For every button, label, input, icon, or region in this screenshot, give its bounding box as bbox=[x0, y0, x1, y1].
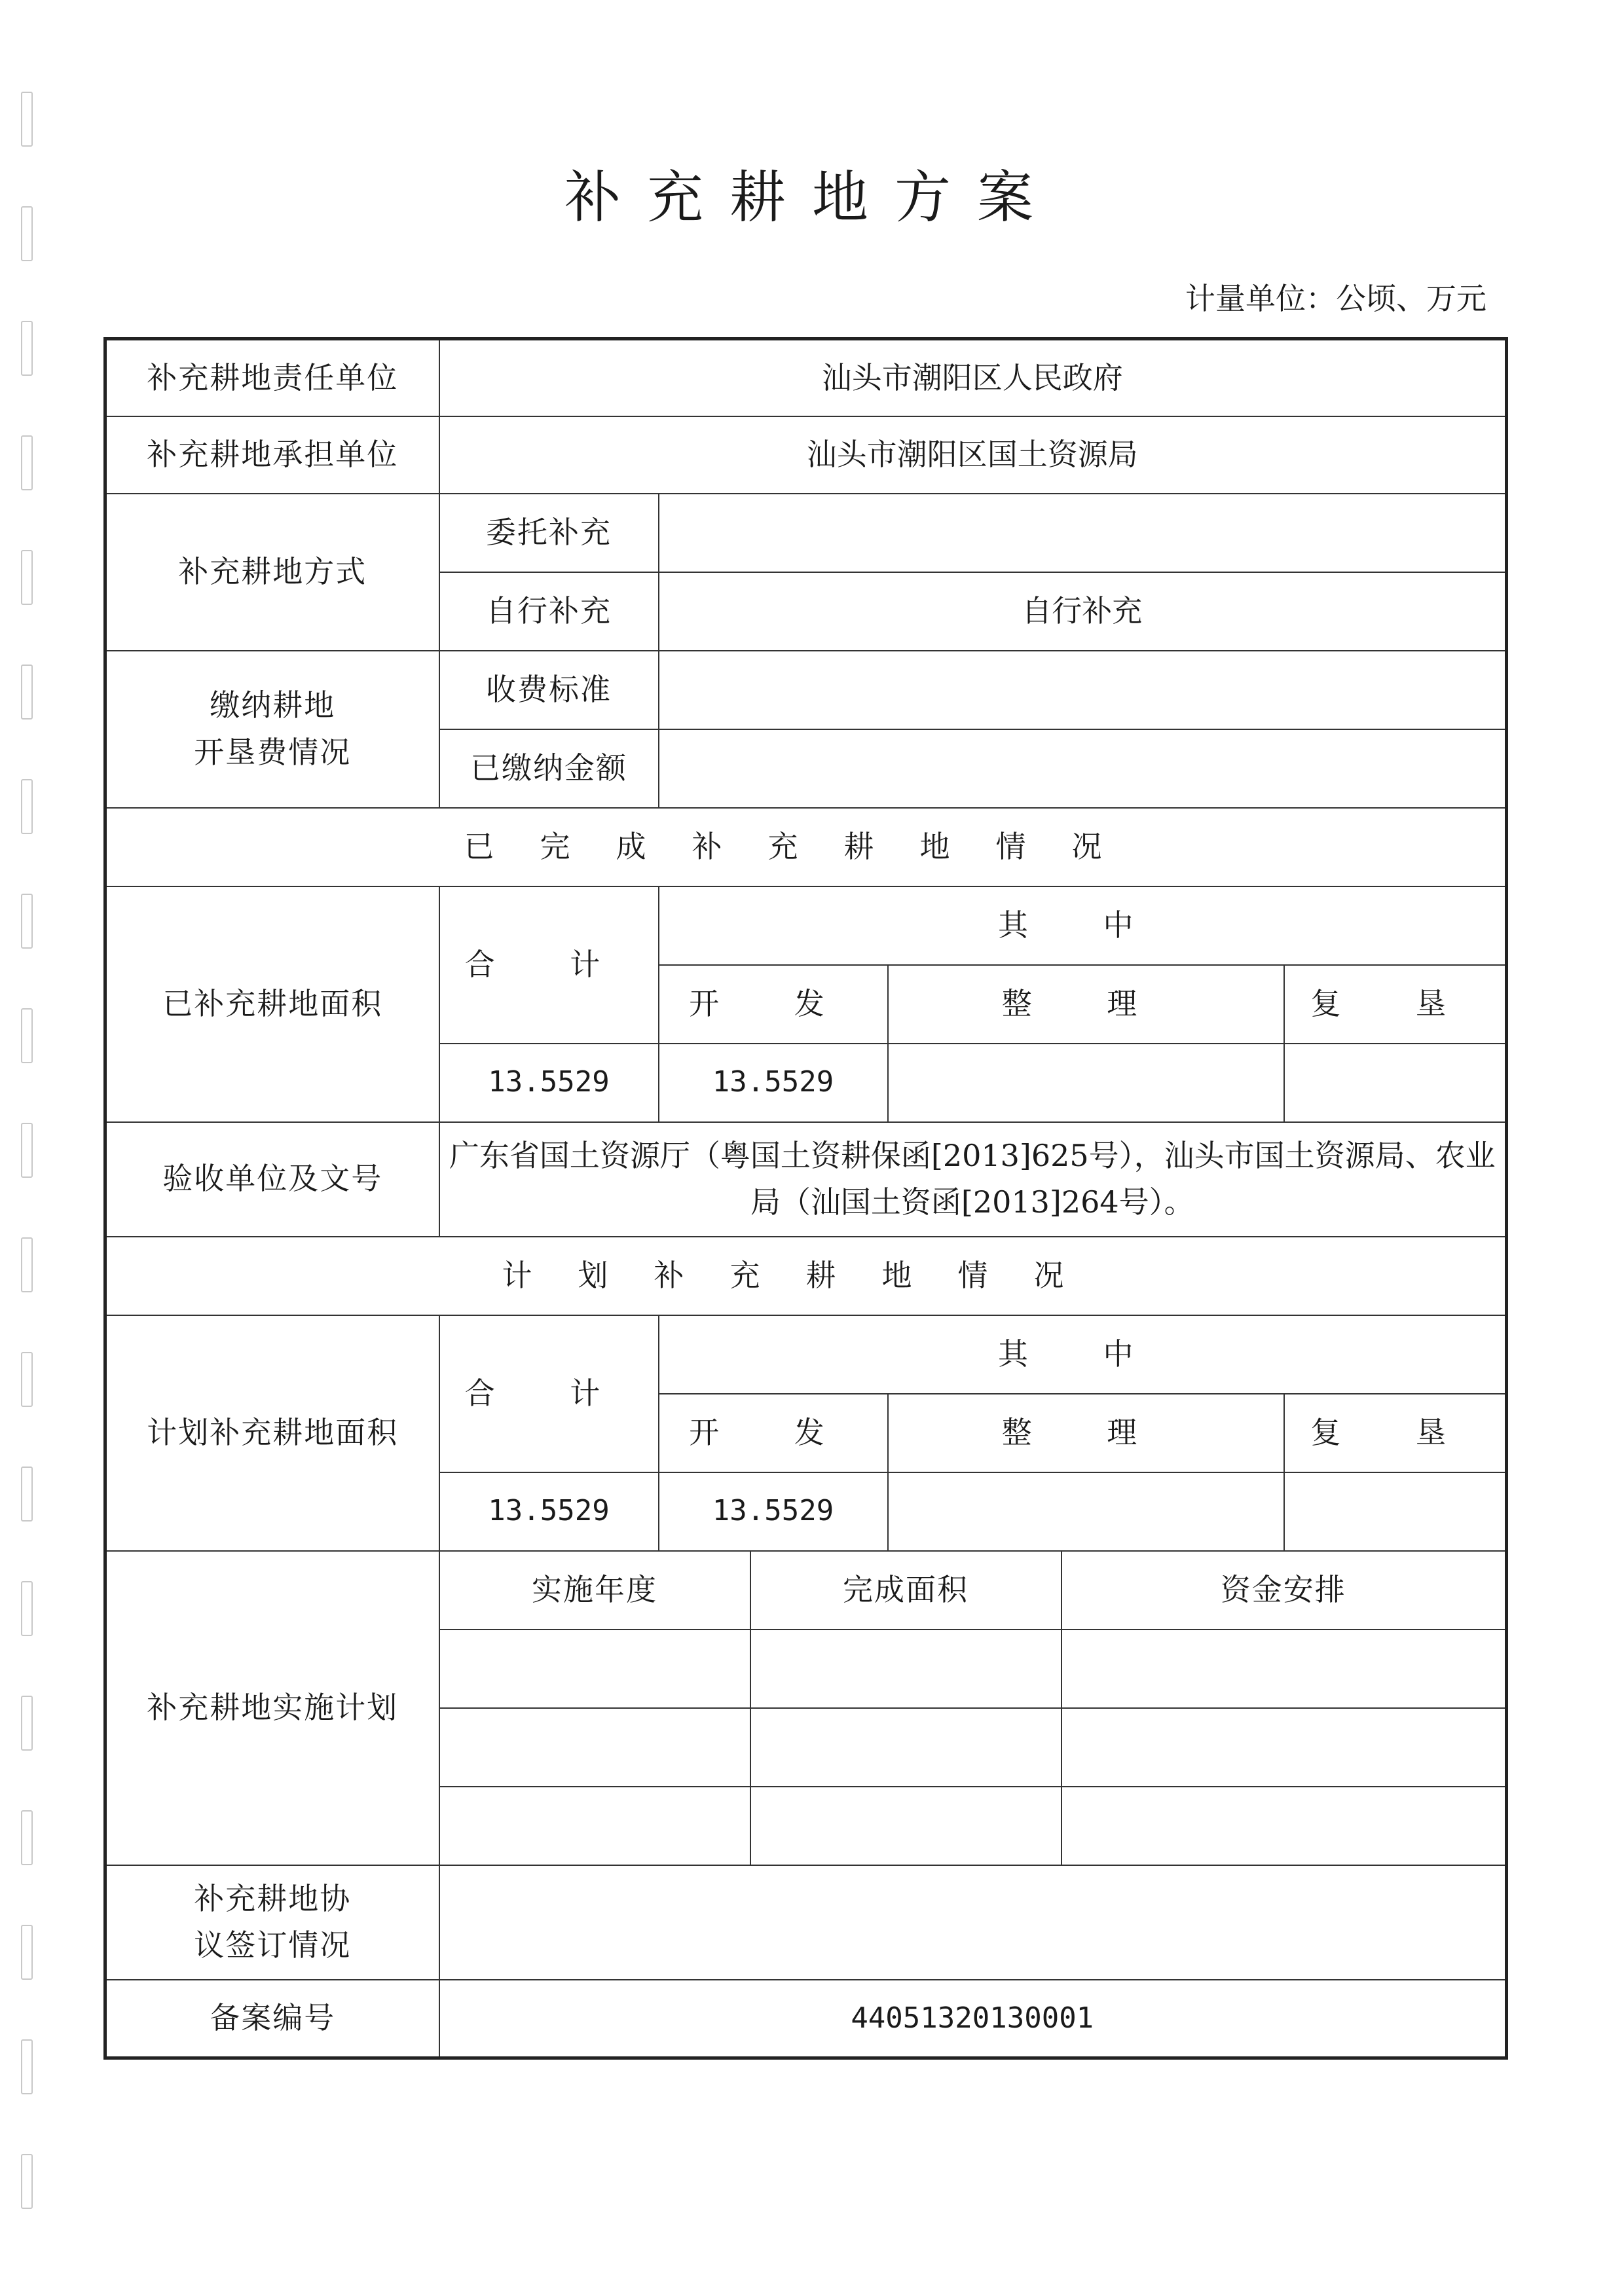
binding-hole bbox=[21, 1581, 33, 1636]
row-completed-section bbox=[105, 808, 1507, 886]
implementation-funds-cell bbox=[1061, 1708, 1507, 1787]
binding-hole bbox=[21, 1467, 33, 1522]
binding-hole bbox=[21, 92, 33, 147]
completed-develop-label: 开 发 bbox=[659, 965, 888, 1044]
row-undertaking-unit bbox=[105, 416, 1507, 494]
completed-reclaim-label: 复 垦 bbox=[1284, 965, 1507, 1044]
row-planned-section bbox=[105, 1237, 1507, 1315]
binding-hole bbox=[21, 1696, 33, 1751]
implementation-year-cell bbox=[439, 1630, 750, 1708]
implementation-year-cell bbox=[439, 1708, 750, 1787]
completed-consolidate-label: 整 理 bbox=[888, 965, 1284, 1044]
row-responsible-unit bbox=[105, 339, 1507, 416]
implementation-funds-cell bbox=[1061, 1630, 1507, 1708]
agreement-label-line1: 补充耕地协 bbox=[194, 1880, 352, 1916]
row-implementation-header bbox=[105, 1551, 1507, 1630]
completed-consolidate-value bbox=[888, 1044, 1284, 1122]
planned-reclaim-label: 复 垦 bbox=[1284, 1394, 1507, 1472]
agreement-label-line2: 议签订情况 bbox=[194, 1927, 352, 1963]
implementation-col-area: 完成面积 bbox=[750, 1551, 1061, 1630]
implementation-label: 补充耕地实施计划 bbox=[105, 1551, 439, 1865]
row-acceptance bbox=[105, 1122, 1507, 1237]
binding-hole bbox=[21, 1352, 33, 1407]
row-planned-header-1 bbox=[105, 1315, 1507, 1394]
implementation-col-year: 实施年度 bbox=[439, 1551, 750, 1630]
binding-hole bbox=[21, 1123, 33, 1178]
fee-label bbox=[105, 651, 439, 808]
acceptance-label: 验收单位及文号 bbox=[105, 1122, 439, 1237]
planned-develop-label: 开 发 bbox=[659, 1394, 888, 1472]
method-entrusted-value bbox=[659, 494, 1507, 572]
binding-holes bbox=[17, 92, 39, 2252]
planned-total-label: 合 计 bbox=[439, 1315, 659, 1472]
implementation-funds-cell bbox=[1061, 1787, 1507, 1865]
planned-area-label: 计划补充耕地面积 bbox=[105, 1315, 439, 1551]
planned-consolidate-value bbox=[888, 1472, 1284, 1551]
row-method-entrusted bbox=[105, 494, 1507, 572]
undertaking-unit-value: 汕头市潮阳区国土资源局 bbox=[439, 416, 1507, 494]
planned-of-which-label: 其 中 bbox=[659, 1315, 1507, 1394]
completed-section-heading: 已完成补充耕地情况 bbox=[105, 808, 1507, 886]
fee-paid-label: 已缴纳金额 bbox=[439, 729, 659, 808]
binding-hole bbox=[21, 2154, 33, 2209]
row-agreement bbox=[105, 1865, 1507, 1980]
agreement-label bbox=[105, 1865, 439, 1980]
record-no-label: 备案编号 bbox=[105, 1980, 439, 2058]
completed-total-value: 13.5529 bbox=[439, 1044, 659, 1122]
binding-hole bbox=[21, 435, 33, 490]
completed-area-label: 已补充耕地面积 bbox=[105, 886, 439, 1122]
completed-develop-value: 13.5529 bbox=[659, 1044, 888, 1122]
binding-hole bbox=[21, 1008, 33, 1063]
method-self-label: 自行补充 bbox=[439, 572, 659, 651]
binding-hole bbox=[21, 321, 33, 376]
implementation-col-funds: 资金安排 bbox=[1061, 1551, 1507, 1630]
binding-hole bbox=[21, 1810, 33, 1865]
unit-label: 计量单位：公顷、万元 bbox=[1185, 281, 1486, 316]
planned-develop-value: 13.5529 bbox=[659, 1472, 888, 1551]
planned-reclaim-value bbox=[1284, 1472, 1507, 1551]
row-completed-header-1 bbox=[105, 886, 1507, 965]
row-fee-standard bbox=[105, 651, 1507, 729]
implementation-year-cell bbox=[439, 1787, 750, 1865]
method-self-value: 自行补充 bbox=[659, 572, 1507, 651]
binding-hole bbox=[21, 779, 33, 834]
completed-of-which-label: 其 中 bbox=[659, 886, 1507, 965]
binding-hole bbox=[21, 1237, 33, 1292]
responsible-unit-value: 汕头市潮阳区人民政府 bbox=[439, 339, 1507, 416]
binding-hole bbox=[21, 665, 33, 720]
acceptance-value: 广东省国土资源厅（粤国土资耕保函[2013]625号），汕头市国土资源局、农业局（汕国土资函[2013]264号）。 bbox=[439, 1122, 1507, 1237]
fee-paid-value bbox=[659, 729, 1507, 808]
binding-hole bbox=[21, 1925, 33, 1980]
planned-total-value: 13.5529 bbox=[439, 1472, 659, 1551]
fee-standard-label: 收费标准 bbox=[439, 651, 659, 729]
responsible-unit-label: 补充耕地责任单位 bbox=[105, 339, 439, 416]
fee-standard-value bbox=[659, 651, 1507, 729]
fee-label-line2: 开垦费情况 bbox=[194, 734, 352, 770]
agreement-value bbox=[439, 1865, 1507, 1980]
fee-label-line1: 缴纳耕地 bbox=[210, 687, 336, 723]
plan-table bbox=[103, 337, 1508, 2060]
row-record-no bbox=[105, 1980, 1507, 2058]
implementation-area-cell bbox=[750, 1787, 1061, 1865]
implementation-area-cell bbox=[750, 1630, 1061, 1708]
document-title: 补充耕地方案 bbox=[564, 165, 1060, 230]
method-entrusted-label: 委托补充 bbox=[439, 494, 659, 572]
planned-section-heading: 计划补充耕地情况 bbox=[105, 1237, 1507, 1315]
completed-total-label: 合 计 bbox=[439, 886, 659, 1044]
binding-hole bbox=[21, 894, 33, 949]
planned-consolidate-label: 整 理 bbox=[888, 1394, 1284, 1472]
binding-hole bbox=[21, 550, 33, 605]
completed-reclaim-value bbox=[1284, 1044, 1507, 1122]
record-no-value: 44051320130001 bbox=[439, 1980, 1507, 2058]
implementation-area-cell bbox=[750, 1708, 1061, 1787]
method-label: 补充耕地方式 bbox=[105, 494, 439, 651]
binding-hole bbox=[21, 2039, 33, 2094]
undertaking-unit-label: 补充耕地承担单位 bbox=[105, 416, 439, 494]
